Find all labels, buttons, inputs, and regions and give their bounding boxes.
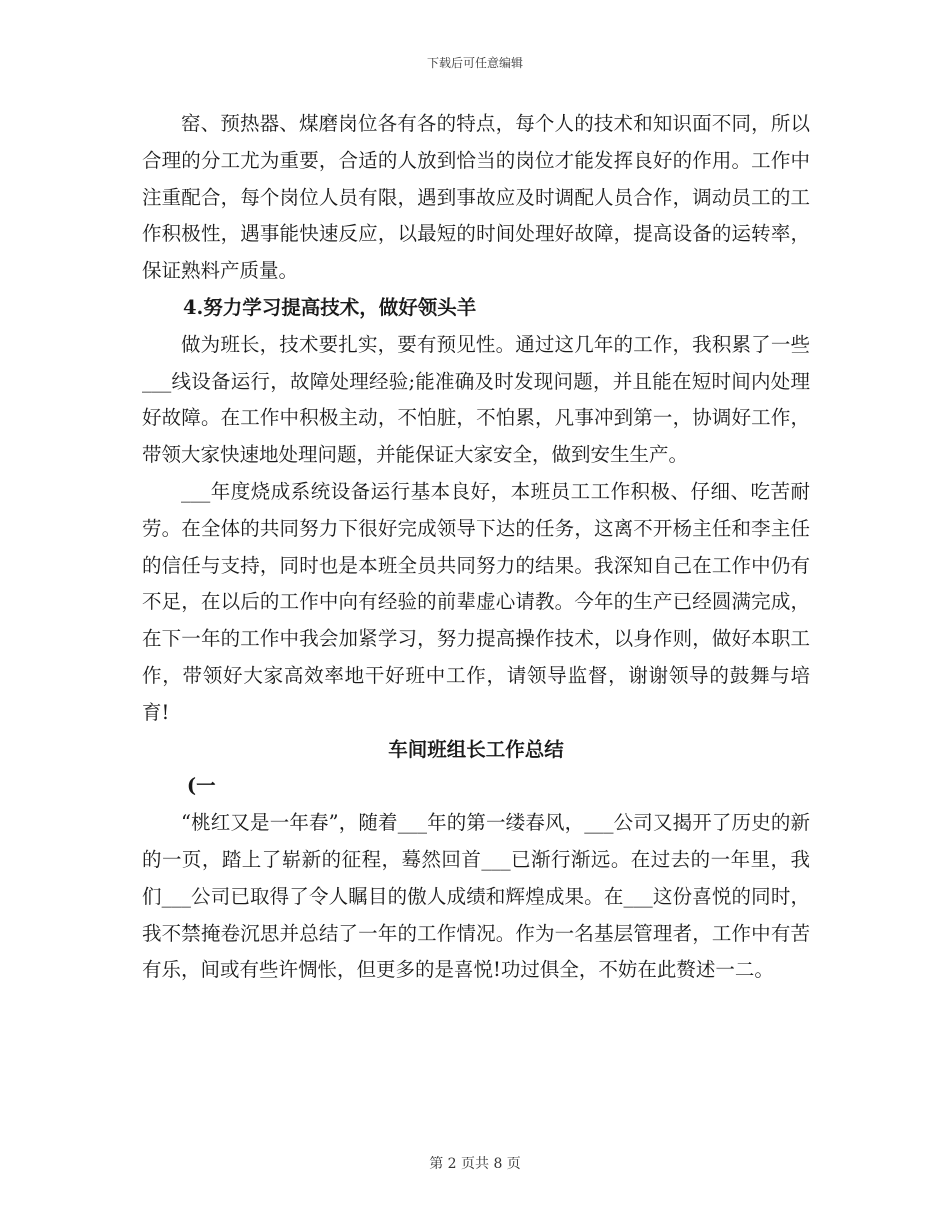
section-number: (一 bbox=[186, 774, 216, 798]
paragraph-team-roles: 窑、预热器、煤磨岗位各有各的特点，每个人的技术和知识面不同，所以合理的分工尤为重要，合适的人放到恰当的岗位才能发挥良好的作用。工作中注重配合，每个岗位人员有限，遇到事故应及时调配人员合作，调动员工的工作积极性，遇事能快速反应，以最短的时间处理好故障，提高设备的运转率，保证熟料产质量。 bbox=[142, 112, 810, 283]
paragraph-new-year: “桃红又是一年春”，随着___年的第一缕春风，___公司又揭开了历史的新的一页，踏上了崭新的征程，蓦然回首___已渐行渐远。在过去的一年里，我们___公司已取得了令人瞩目的傲人成绩和辉煌成果。在___这份喜悦的同时，我不禁掩卷沉思并总结了一年的工作情况。作为一名基层管理者，工作中有苦有乐，间或有些许惆怅，但更多的是喜悦!功过俱全，不妨在此赘述一二。 bbox=[142, 811, 810, 982]
document-body bbox=[142, 106, 810, 989]
page-header: 下载后可任意编辑 bbox=[426, 56, 523, 70]
section-heading-study: 4.努力学习提高技术，做好领头羊 bbox=[182, 295, 477, 319]
paragraph-team-leader: 做为班长，技术要扎实，要有预见性。通过这几年的工作，我积累了一些___线设备运行，故障处理经验;能准确及时发现问题，并且能在短时间内处理好故障。在工作中积极主动，不怕脏，不怕累，凡事冲到第一，协调好工作，带领大家快速地处理问题，并能保证大家安全，做到安生生产。 bbox=[142, 332, 810, 467]
document-title: 车间班组长工作总结 bbox=[388, 737, 564, 761]
paragraph-annual-summary: ___年度烧成系统设备运行基本良好，本班员工工作积极、仔细、吃苦耐劳。在全体的共同努力下很好完成领导下达的任务，这离不开杨主任和李主任的信任与支持，同时也是本班全员共同努力的结果。我深知自己在工作中仍有不足，在以后的工作中向有经验的前辈虚心请教。今年的生产已经圆满完成，在下一年的工作中我会加紧学习，努力提高操作技术，以身作则，做好本职工作，带领好大家高效率地干好班中工作，请领导监督，谢谢领导的鼓舞与培育! bbox=[142, 479, 810, 724]
page-footer: 第 2 页共 8 页 bbox=[429, 1156, 521, 1172]
